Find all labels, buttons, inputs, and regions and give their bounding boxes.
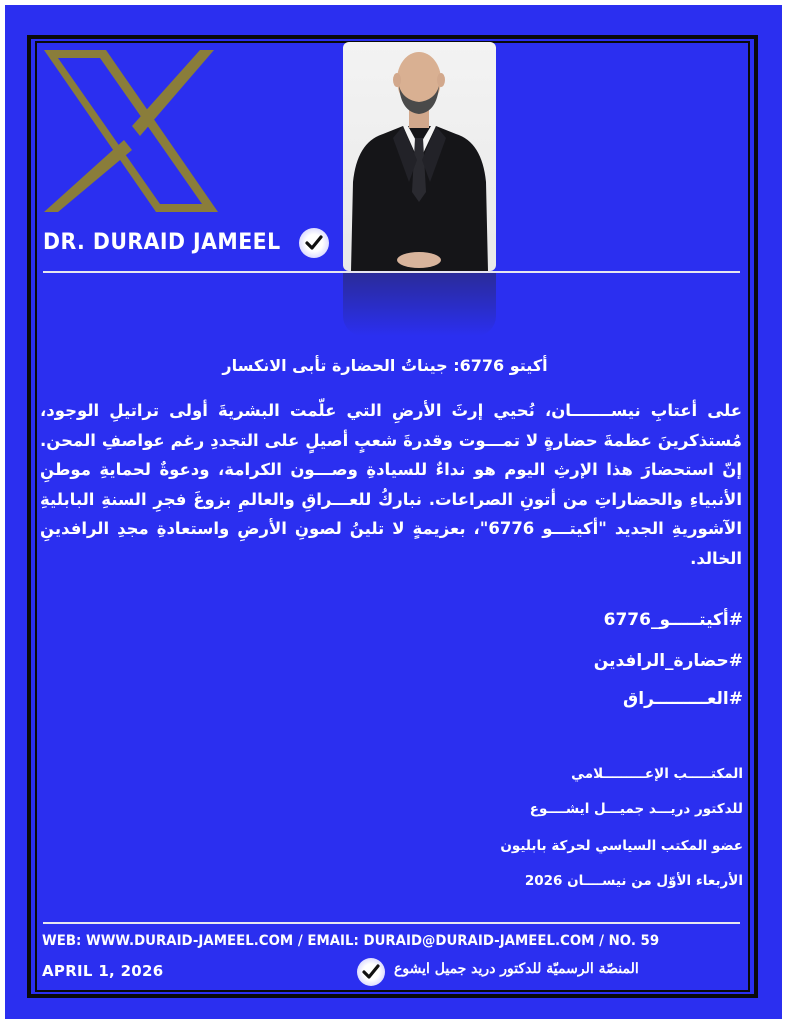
signature-role: عضو المكتب السياسي لحركة بابليون: [500, 838, 743, 854]
footer-platform: المنصّة الرسميّة للدكتور دريد جميل ايشوع: [394, 961, 639, 977]
post-body: على أعتابِ نيســـــــان، نُحيي إرثَ الأرضِ التي علّمت البشريةَ أولى تراتيلِ الوجود، مُستذكرينَ عظمةَ حضارةٍ لا تمـــوت وقدرةَ شعبٍ أصيلٍ على التجددِ رغم عواصفِ المحن. إنّ استحضارَ هذا الإرثِ اليوم هو نداءٌ للسيادةِ وصـــون الكرامة، ودعوةٌ لحمايةِ موطنِ الأنبياءِ والحضاراتِ من أتونِ الصراعات. نباركُ للعـــراقِ والعالمِ بزوغَ فجرِ السنةِ البابليةِ الآشوريةِ الجديد "أكيتـــو 6776"، بعزيمةٍ لا تلينُ لصونِ الأرضِ واستعادةِ مجدِ الرافدينِ الخالد.: [40, 401, 742, 568]
hashtag-mesopotamia[interactable]: #حضارة_الرافدين: [593, 651, 743, 671]
footer-divider: [43, 922, 740, 924]
signature-office: المكتـــــب الإعـــــــــلامي: [571, 766, 743, 782]
brand-name: DR. DURAID JAMEEL: [43, 230, 281, 255]
post-title: أكيتو 6776: جيناتُ الحضارة تأبى الانكسار: [222, 356, 548, 375]
hashtag-iraq[interactable]: #العـــــــــراق: [623, 689, 743, 709]
footer-web-email[interactable]: WEB: WWW.DURAID-JAMEEL.COM / EMAIL: DURAID@DURAID-JAMEEL.COM / NO. 59: [42, 933, 660, 949]
footer-date: APRIL 1, 2026: [42, 962, 164, 980]
signature-date: الأربعاء الأوّل من نيســــان 2026: [524, 873, 743, 889]
hashtag-akitu[interactable]: #أكيتـــــو_6776: [603, 610, 743, 630]
verified-check-icon: [357, 958, 385, 986]
x-logo-icon: [44, 50, 218, 212]
verified-check-icon: [299, 228, 329, 258]
portrait-reflection: [343, 272, 496, 336]
portrait-photo: [343, 42, 496, 271]
signature-for: للدكتور دريـــد جميـــل ايشــــوع: [529, 801, 743, 817]
header-divider: [43, 271, 740, 273]
